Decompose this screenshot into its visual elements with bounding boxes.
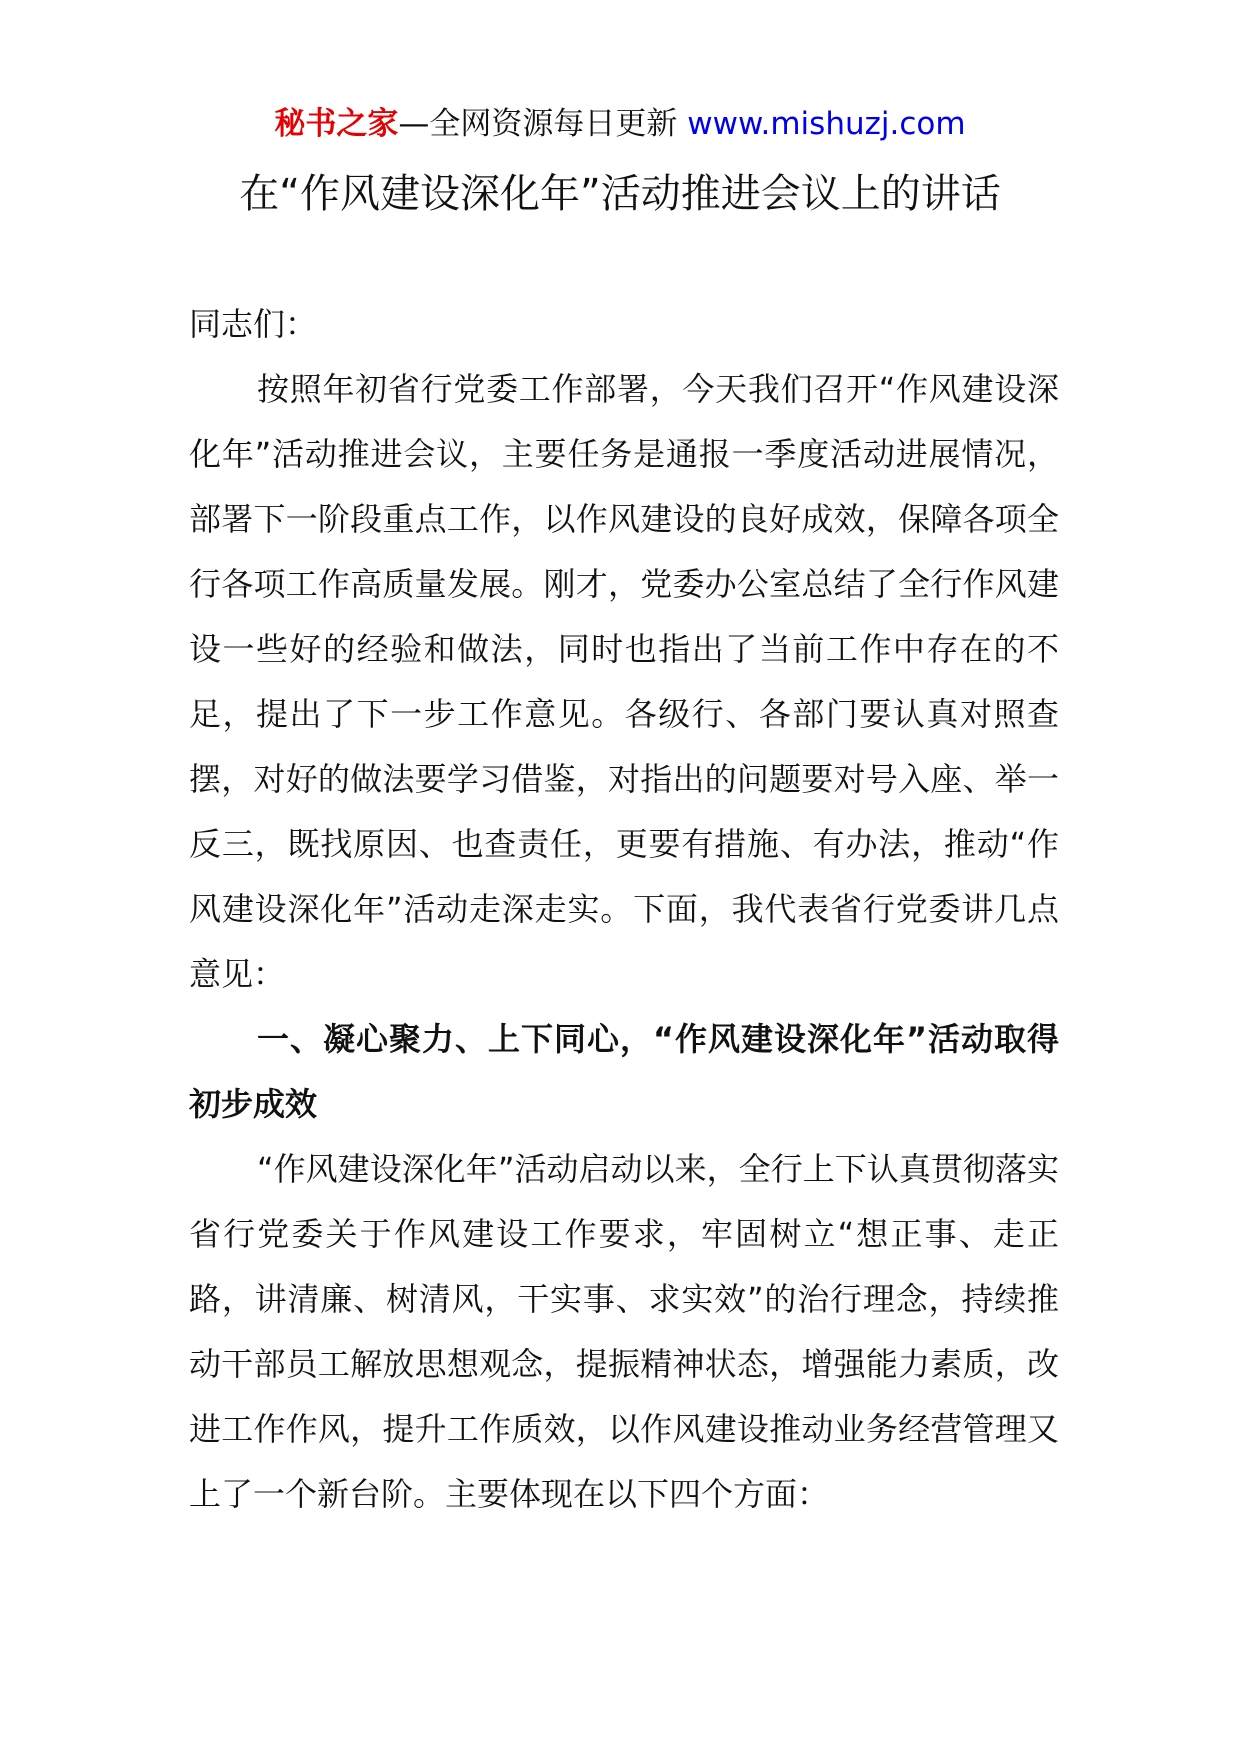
site-url-link[interactable]: www.mishuzj.com [687, 106, 966, 142]
site-watermark-header [0, 104, 1240, 144]
document-body [189, 292, 1059, 1527]
header-tagline: —全网资源每日更新 [398, 106, 678, 142]
brand-name: 秘书之家 [274, 106, 399, 142]
salutation: 同志们： [189, 305, 318, 343]
body-paragraph: “作风建设深化年”活动启动以来，全行上下认真贯彻落实省行党委关于作风建设工作要求，牢固树立“想正事、走正路，讲清廉、树清风，干实事、求实效”的治行理念，持续推动干部员工解放思想观念，提振精神状态，增强能力素质，改进工作作风，提升工作质效，以作风建设推动业务经营管理又上了一个新台阶。主要体现在以下四个方面： [189, 1150, 1059, 1513]
section-heading: 一、凝心聚力、上下同心，“作风建设深化年”活动取得初步成效 [189, 1020, 1059, 1123]
body-paragraph: 按照年初省行党委工作部署，今天我们召开“作风建设深化年”活动推进会议，主要任务是通报一季度活动进展情况，部署下一阶段重点工作，以作风建设的良好成效，保障各项全行各项工作高质量发展。刚才，党委办公室总结了全行作风建设一些好的经验和做法，同时也指出了当前工作中存在的不足，提出了下一步工作意见。各级行、各部门要认真对照查摆，对好的做法要学习借鉴，对指出的问题要对号入座、举一反三，既找原因、也查责任，更要有措施、有办法，推动“作风建设深化年”活动走深走实。下面，我代表省行党委讲几点意见： [189, 370, 1059, 993]
document-title: 在“作风建设深化年”活动推进会议上的讲话 [239, 171, 1001, 217]
